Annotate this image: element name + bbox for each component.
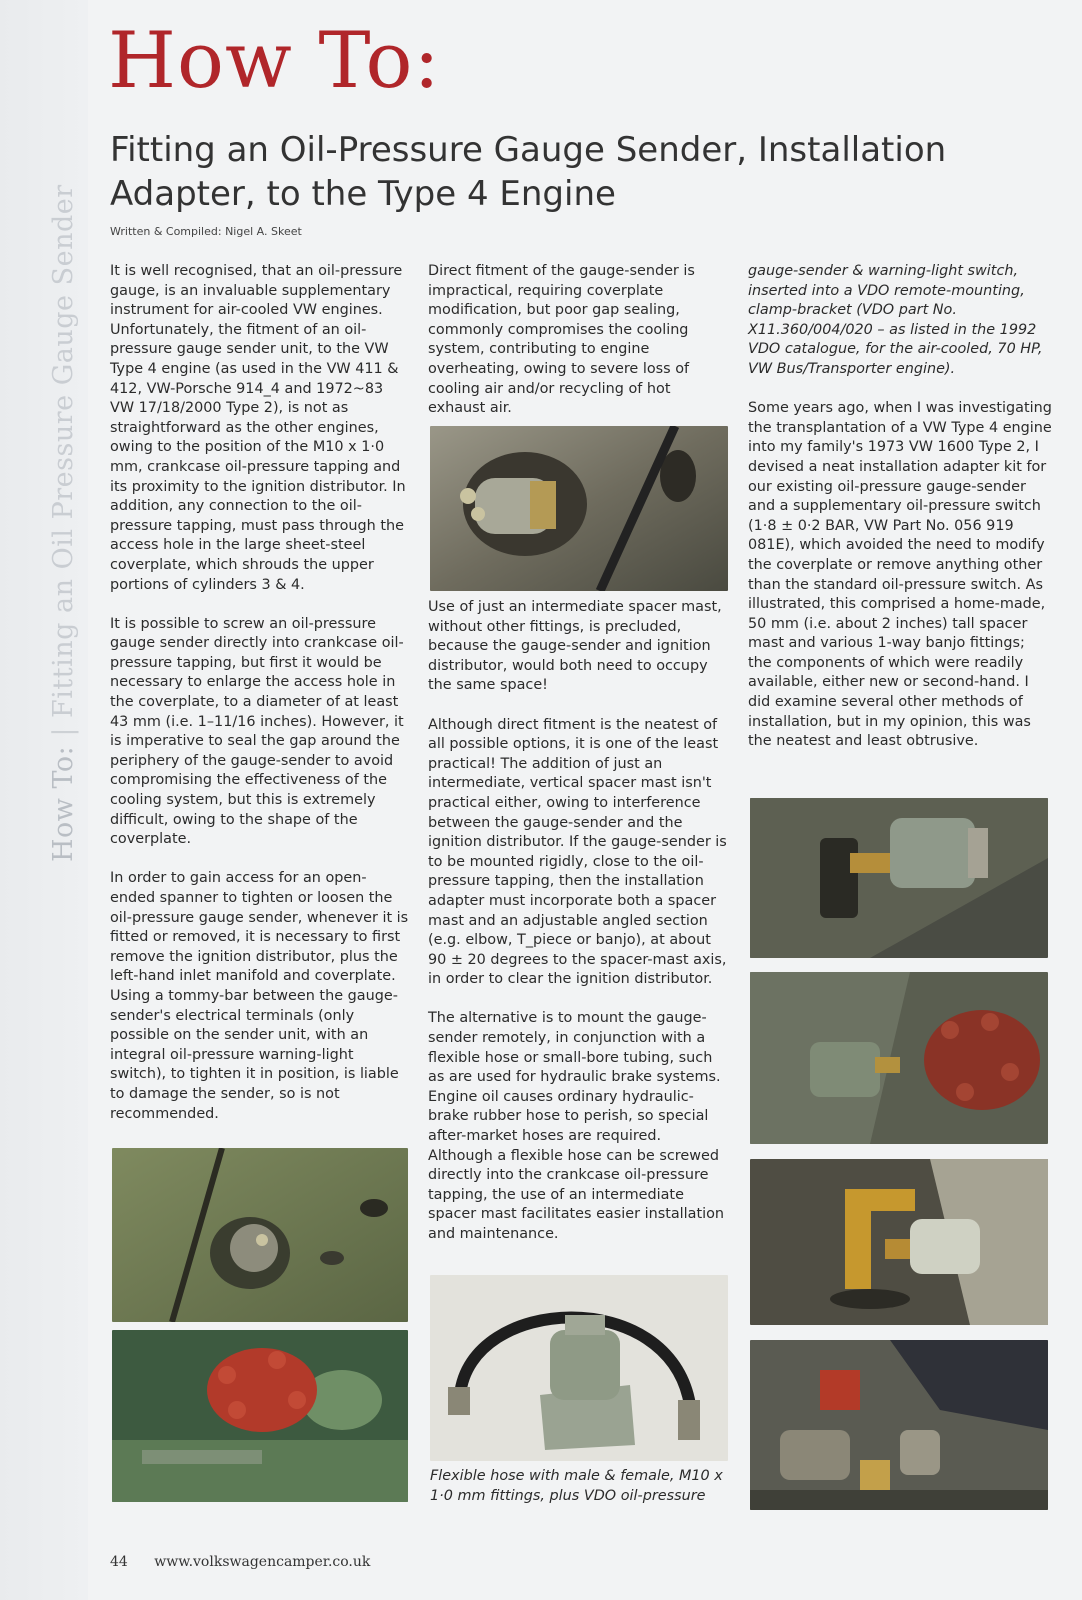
column-2-top: [428, 262, 728, 438]
col1-paragraph-1: It is well recognised, that an oil-pressure gauge, is an invaluable supplementary instrument for air-cooled VW engines. Unfortunately, the fitment of an oil-pressure gauge sender unit, to the VW Type 4 engine (as used in the VW 411 & 412, VW-Porsche 914_4 and 1972~83 VW 17/18/2000 Type 2), is not as straightforward as the other engines, owing to the position of the M10 x 1·0 mm, crankcase oil-pressure tapping and its proximity to the ignition distributor. In addition, any connection to the oil-pressure tapping, must pass through the access hole in the large sheet-steel coverplate, which shrouds the upper portions of cylinders 3 & 4.: [110, 263, 406, 593]
side-tab: [0, 0, 88, 1600]
col2-paragraph-4: The alternative is to mount the gauge-sender remotely, in conjunction with a flexible hose or small-bore tubing, such as are used for hydraulic brake systems. Engine oil causes ordinary hydraulic-brake rubber hose to perish, so special after-market hoses are required. Although a flexible hose can be screwed directly into the crankcase oil-pressure tapping, the use of an intermediate spacer mast facilitates easier installation and maintenance.: [428, 1010, 725, 1242]
page-number: 44: [110, 1554, 128, 1570]
side-tab-text: [48, 184, 79, 862]
photo-coverplate: [112, 1148, 408, 1322]
side-tab-part1: How To:: [48, 745, 79, 862]
column-1: [110, 262, 410, 1144]
col2-paragraph-2: Use of just an intermediate spacer mast, without other fittings, is precluded, because the gauge-sender and ignition distributor, would both need to occupy the same space!: [428, 599, 722, 694]
page-footer: [110, 1554, 370, 1570]
side-tab-part2: Fitting an Oil Pressure Gauge Sender: [48, 184, 79, 718]
photo-flexible-hose: [430, 1275, 728, 1461]
footer-url: www.volkswagencamper.co.uk: [154, 1554, 371, 1570]
page-title: How To:: [108, 16, 441, 106]
col1-paragraph-3: In order to gain access for an open-ended spanner to tighten or loosen the oil-pressure gauge sender, whenever it is fitted or removed, it is necessary to first remove the ignition distributor, plus the left-hand inlet manifold and coverplate. Using a tommy-bar between the gauge-sender's electrical terminals (only possible on the sender unit, with an integral oil-pressure warning-light switch), to tighten it in position, is liable to damage the sender, so is not recommended.: [110, 870, 409, 1122]
photo-sender-direct-fit: [430, 426, 728, 591]
byline: Written & Compiled: Nigel A. Skeet: [110, 225, 302, 238]
col2-paragraph-3: Although direct fitment is the neatest of all possible options, it is one of the least practical! The addition of just an intermediate, vertical spacer mast isn't practical either, owing to interference between the gauge-sender and the ignition distributor. If the gauge-sender is to be mounted rigidly, close to the oil-pressure tapping, then the installation adapter must incorporate both a spacer mast and an adjustable angled section (e.g. elbow, T_piece or banjo), at about 90 ± 20 degrees to the spacer-mast axis, in order to clear the ignition distributor.: [428, 716, 727, 988]
column-2-middle: [428, 598, 728, 1264]
photo-banjo-elbow: [750, 1159, 1048, 1325]
article-subtitle: Fitting an Oil-Pressure Gauge Sender, Installation Adapter, to the Type 4 Engine: [110, 130, 947, 214]
col3-paragraph-1: Some years ago, when I was investigating the transplantation of a VW Type 4 engine into my family's 1973 VW 1600 Type 2, I devised a neat installation adapter kit for our existing oil-pressure gauge-sender and a supplementary oil-pressure switch (1·8 ± 0·2 BAR, VW Part No. 056 919 081E), which avoided the need to modify the coverplate or remove anything other than the standard oil-pressure switch. As illustrated, this comprised a home-made, 50 mm (i.e. about 2 inches) tall spacer mast and various 1-way banjo fittings; the components of which were readily available, either new or second-hand. I did examine several other methods of installation, but in my opinion, this was the neatest and least obtrusive.: [748, 400, 1052, 750]
photo-engine-bay: [750, 1340, 1048, 1510]
photo-distributor: [112, 1330, 408, 1502]
col2-paragraph-1: Direct fitment of the gauge-sender is impractical, requiring coverplate modification, but poor gap sealing, commonly compromises the cooling system, contributing to engine overheating, owing to severe loss of cooling air and/or recycling of hot exhaust air.: [428, 263, 695, 417]
column-3: [748, 262, 1052, 771]
photo-adapter-installed: [750, 798, 1048, 958]
photo-adapter-with-distributor: [750, 972, 1048, 1144]
caption-continuation: gauge-sender & warning-light switch, inserted into a VDO remote-mounting, clamp-bracket (VDO part No. X11.360/004/020 – as listed in the 1992 VDO catalogue, for the air-cooled, 70 HP, VW Bus/Transporter engine).: [748, 263, 1043, 377]
photo-caption: Flexible hose with male & female, M10 x 1·0 mm fittings, plus VDO oil-pressure: [430, 1468, 723, 1504]
side-tab-separator: |: [48, 727, 79, 737]
col1-paragraph-2: It is possible to screw an oil-pressure gauge sender directly into crankcase oil-pressure tapping, but first it would be necessary to enlarge the access hole in the coverplate, to a diameter of at least 43 mm (i.e. 1–11/16 inches). However, it is imperative to seal the gap around the periphery of the gauge-sender to avoid compromising the effectiveness of the cooling system, but this is extremely difficult, owing to the shape of the coverplate.: [110, 615, 404, 848]
